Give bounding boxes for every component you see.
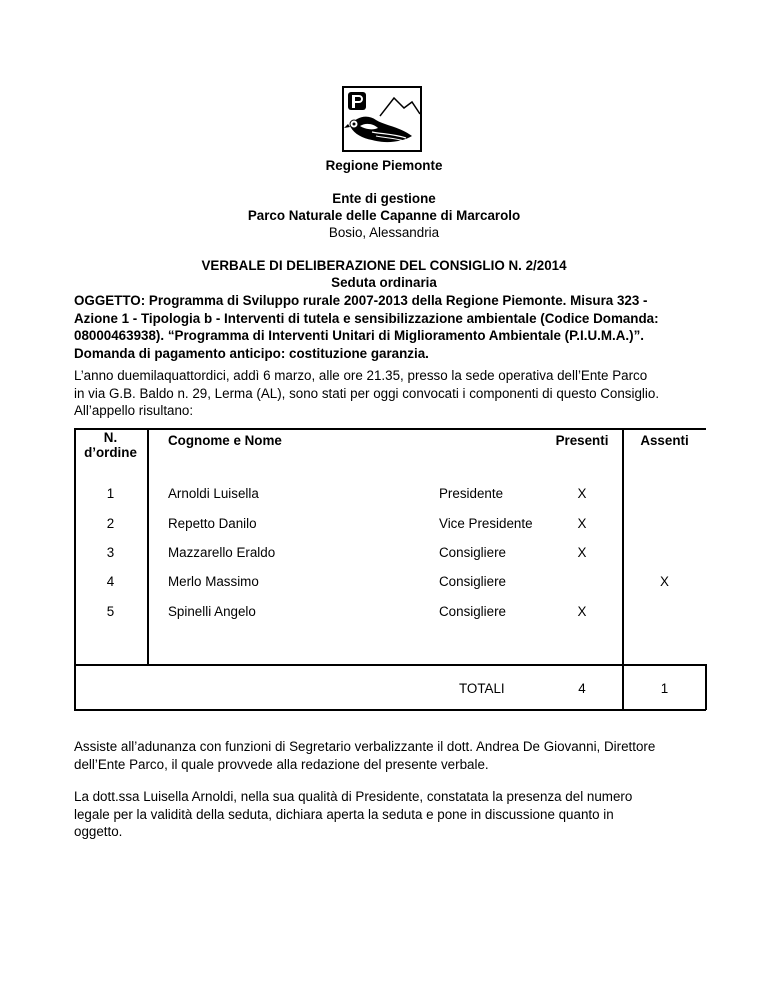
document-title: VERBALE DI DELIBERAZIONE DEL CONSIGLIO N. 2/2014 (201, 258, 567, 273)
col-nome-header: Cognome e Nome (168, 433, 282, 448)
ente-name: Parco Naturale delle Capanne di Marcarolo (247, 208, 521, 223)
row-number: 2 (106, 516, 115, 531)
bird-emblem-icon (342, 86, 422, 152)
intro-paragraph (74, 367, 696, 420)
ente-label: Ente di gestione (332, 191, 436, 206)
row-number: 5 (106, 604, 115, 619)
col-assenti-header: Assenti (640, 433, 689, 448)
closing-line: legale per la validità della seduta, dichiara aperta la seduta e pone in discussione quanto in (74, 806, 614, 822)
row-number: 3 (106, 545, 115, 560)
assiste-line: Assiste all’adunanza con funzioni di Segretario verbalizzante il dott. Andrea De Giovanni, Direttore (74, 739, 656, 754)
col-presenti-header: Presenti (555, 433, 609, 448)
member-role: Consigliere (439, 545, 506, 560)
presente-mark: X (577, 486, 587, 501)
parco-logo (342, 86, 422, 152)
member-name: Repetto Danilo (168, 516, 257, 531)
totali-presenti: 4 (578, 681, 586, 696)
closing-line: oggetto. (74, 824, 123, 839)
presente-mark: X (577, 545, 587, 560)
member-name: Merlo Massimo (168, 574, 259, 589)
member-role: Consigliere (439, 604, 506, 619)
intro-line: L’anno duemilaquattordici, addì 6 marzo, alle ore 21.35, presso la sede operativa dell’Ente Parco (74, 368, 648, 383)
region-name: Regione Piemonte (325, 158, 443, 173)
document-subtitle: Seduta ordinaria (331, 275, 437, 290)
assiste-line: dell’Ente Parco, il quale provvede alla redazione del presente verbale. (74, 756, 489, 772)
closing-line: La dott.ssa Luisella Arnoldi, nella sua qualità di Presidente, constatata la presenza del numero (74, 789, 633, 804)
location: Bosio, Alessandria (328, 225, 440, 240)
attendance-table (74, 428, 706, 710)
presente-mark: X (577, 516, 587, 531)
totali-label: TOTALI (459, 681, 505, 696)
oggetto-line: Azione 1 - Tipologia b - Interventi di tutela e sensibilizzazione ambientale (Codice Domanda: (74, 310, 659, 326)
oggetto-line: Domanda di pagamento anticipo: costituzione garanzia. (74, 345, 429, 361)
member-role: Vice Presidente (439, 516, 533, 531)
row-number: 4 (106, 574, 115, 589)
presente-mark: X (577, 604, 587, 619)
oggetto-section (74, 292, 696, 362)
member-name: Mazzarello Eraldo (168, 545, 276, 560)
totali-assenti: 1 (660, 681, 669, 696)
intro-line: in via G.B. Baldo n. 29, Lerma (AL), sono stati per oggi convocati i componenti di questo Consiglio. (74, 385, 660, 401)
col-ordine-header: N. d’ordine (84, 430, 137, 460)
member-role: Presidente (439, 486, 504, 501)
oggetto-line: OGGETTO: Programma di Sviluppo rurale 2007-2013 della Regione Piemonte. Misura 323 - (74, 293, 648, 308)
oggetto-line: 08000463938). “Programma di Interventi Unitari di Miglioramento Ambientale (P.I.U.M.A.)”. (74, 328, 644, 343)
member-name: Arnoldi Luisella (168, 486, 259, 501)
intro-line: All’appello risultano: (74, 403, 194, 418)
assiste-paragraph (74, 738, 696, 773)
member-name: Spinelli Angelo (168, 604, 256, 619)
row-number: 1 (106, 486, 115, 501)
member-role: Consigliere (439, 574, 506, 589)
closing-paragraph (74, 788, 696, 841)
assente-mark: X (660, 574, 669, 589)
